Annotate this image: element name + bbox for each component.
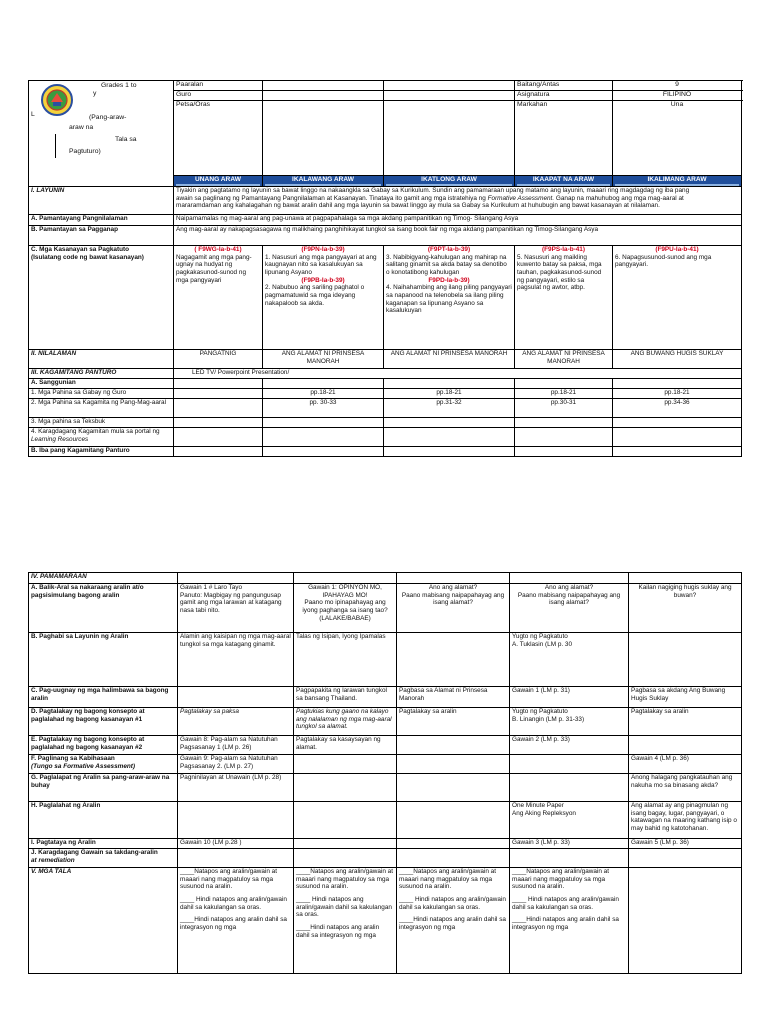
mag-aaral-day-4: pp.30-31 bbox=[515, 398, 613, 417]
pagtalakay-2-day-4: Gawain 2 (LM p. 33) bbox=[510, 736, 629, 755]
petsa-value[interactable] bbox=[263, 101, 384, 176]
pag-uugnay-day-3: Pagbasa sa Alamat ni Prinsesa Manorah bbox=[397, 687, 510, 708]
paglalahat-label: H. Paglalahat ng Aralin bbox=[29, 802, 178, 839]
mag-aaral-day-1 bbox=[174, 398, 263, 417]
layunin-text: Tiyakin ang pagtatamo ng layunin sa bawat linggo na nakaangkla sa Gabay sa Kurikulum. Sundin ang pamamaraan upang matamo ang layunin, maaari ring magdagdag ng iba pang awain sa paglinang ng Pamantayang Pangnilalaman at Kasanayan. Tinataya ito gamit ang mga istratehiya ng Formative Assessment. Ganap na mahuhubog ang mga mag-aaral at mararamdaman ang kahalagahan ng bawat aralin dahil ang mga layunin sa bawat linggo ay mula sa Gabay sa Kurikulum at huhubugin ang bawat kasanayan at nilalaman. bbox=[174, 186, 742, 214]
paghabi-day-4: Yugto ng Pagkatuto A. Tuklasin (LM p. 30 bbox=[510, 633, 629, 687]
pagtalakay-2-day-1: Gawain 8: Pag-alam sa Natutuhan Pagsasanay 1 (LM p. 26) bbox=[178, 736, 294, 755]
pagtataya-label: I. Pagtataya ng Aralin bbox=[29, 839, 178, 849]
pamamaraan-label: IV. PAMAMARAAN bbox=[29, 573, 178, 584]
nilalaman-day-3: ANG ALAMAT NI PRINSESA MANORAH bbox=[384, 349, 515, 368]
pag-uugnay-day-2: Pagpapakita ng larawan tungkol sa bansang Thailand. bbox=[294, 687, 397, 708]
guro-value[interactable] bbox=[263, 91, 384, 101]
balik-aral-day-2: Gawain 1: OPINYON MO, IPAHAYAG MO! Paano mo ipinapahayag ang iyong paghanga sa isang tao? (LALAKE/BABAE) bbox=[294, 584, 397, 633]
asignatura-value: FILIPINO bbox=[613, 91, 742, 101]
day-5-header: IKALIMANG ARAW bbox=[613, 176, 742, 187]
pagtalakay-1-day-4: Yugto ng Pagkatuto B. Linangin (LM p. 31-33) bbox=[510, 708, 629, 736]
kasanayan-day-3: (F9PT-Ia-b-39) 3. Nabibigyang-kahulugan ang mahirap na salitang ginamit sa akda batay sa denotibo o konotatibong kahulugan F9PD-Ia-b-39) 4. Naihahambing ang ilang piling pangyayari sa napanood na telenobela sa ilang piling kaganapan sa lipunang Asyano sa kasalukuyan bbox=[384, 245, 515, 349]
gabay-guro-day-3: pp.18-21 bbox=[384, 388, 515, 398]
kasanayan-day-1: ( F9WG-Ia-b-41) Nagagamit ang mga pang-ugnay na hudyat ng pagkakasunod-sunod ng mga pangyayari bbox=[174, 245, 263, 349]
grades-label: Grades 1 to bbox=[101, 82, 137, 89]
pagtataya-day-4: Gawain 3 (LM p. 33) bbox=[510, 839, 629, 849]
paghabi-label: B. Paghabi sa Layunin ng Aralin bbox=[29, 633, 178, 687]
guro-value-2[interactable] bbox=[384, 91, 515, 101]
school-logo-cell bbox=[29, 81, 174, 176]
mga-tala-day-1: ____Natapos ang aralin/gawain at maaari nang magpatuloy sa mga susunod na aralin. ____ Hindi natapos ang aralin/gawain dahil sa kakulangan sa oras. ____Hindi natapos ang aralin dahil sa integrasyon ng mga bbox=[178, 868, 294, 974]
day-1-header: UNANG ARAW bbox=[174, 176, 263, 187]
kasanayan-day-5: (F9PU-Ia-b-41) 6. Napagsusunod-sunod ang mga pangyayari. bbox=[613, 245, 742, 349]
iba-pang-kagamitan-label: B. Iba pang Kagamitang Panturo bbox=[29, 446, 174, 456]
nilalaman-day-4: ANG ALAMAT NI PRINSESA MANORAH bbox=[515, 349, 613, 368]
pagtalakay-1-day-1: Pagtalakay sa paksa bbox=[178, 708, 294, 736]
gabay-guro-label: 1. Mga Pahina sa Gabay ng Guro bbox=[29, 388, 174, 398]
school-seal-icon bbox=[37, 83, 81, 119]
mga-tala-day-2: ____Natapos ang aralin/gawain at maaari nang magpatuloy sa mga susunod na aralin. ____ Hindi natapos ang aralin/gawain dahil sa kakulangan sa oras. ____Hindi natapos ang aralin dahil sa integrasyon ng mga bbox=[294, 868, 397, 974]
pamantayan-b-label: B. Pamantayan sa Pagganap bbox=[29, 225, 174, 245]
kagamitan-mag-aaral-label: 2. Mga Pahina sa Kagamita ng Pang-Mag-aaral bbox=[29, 398, 174, 417]
kagamitan-label: III. KAGAMITANG PANTURO bbox=[29, 368, 174, 378]
kagamitan-value: LED TV/ Powerpoint Presentation/ bbox=[174, 368, 742, 378]
petsa-label: Petsa/Oras bbox=[174, 101, 263, 176]
tala-sa-label: Tala sa bbox=[115, 136, 137, 143]
karagdagang-gawain-label: J. Karagdagang Gawain sa takdang-aralin at remediation bbox=[29, 849, 178, 868]
kasanayan-day-2: (F9PN-Ia-b-39) 1. Nasusuri ang mga pangyayari at ang kaugnayan nito sa kasalukuyan sa lipunang Asyano (F9PB-Ia-b-39) 2. Nabubuo ang sariling paghatol o pagmamatuwid sa mga ideyang nakapaloob sa akda. bbox=[263, 245, 384, 349]
grades-y: y bbox=[93, 90, 97, 97]
nilalaman-day-2: ANG ALAMAT NI PRINSESA MANORAH bbox=[263, 349, 384, 368]
mga-tala-label: V. MGA TALA bbox=[29, 868, 178, 974]
dll-header-table bbox=[28, 80, 742, 457]
paglinang-day-1: Gawain 9: Pag-alam sa Natutuhan Pagsasanay 2. (LM p. 27) bbox=[178, 755, 294, 774]
day-2-header: IKALAWANG ARAW bbox=[263, 176, 384, 187]
nilalaman-day-5: ANG BUWANG HUGIS SUKLAY bbox=[613, 349, 742, 368]
mga-tala-day-3: ____Natapos ang aralin/gawain at maaari nang magpatuloy sa mga susunod na aralin. ____ Hindi natapos ang aralin/gawain dahil sa kakulangan sa oras. ____Hindi natapos ang aralin dahil sa integrasyon ng mga bbox=[397, 868, 510, 974]
pag-uugnay-label: C. Pag-uugnay ng mga halimbawa sa bagong aralin bbox=[29, 687, 178, 708]
gabay-guro-day-1 bbox=[174, 388, 263, 398]
pagtalakay-1-day-3: Pagtalakay sa aralin bbox=[397, 708, 510, 736]
markahan-value: Una bbox=[613, 101, 742, 176]
balik-aral-day-1: Gawain 1 # Laro Tayo Panuto: Magbigay ng pangungusap gamit ang mga larawan at katagang nasa tabi nito. bbox=[178, 584, 294, 633]
paghabi-day-1: Alamin ang kaisipan ng mga mag-aaral tungkol sa mga katagang ginamit. bbox=[178, 633, 294, 687]
pag-uugnay-day-4: Gawain 1 (LM p. 31) bbox=[510, 687, 629, 708]
pag-uugnay-day-5: Pagbasa sa akdang Ang Buwang Hugis Suklay bbox=[629, 687, 742, 708]
pagtalakay-2-day-2: Pagtalakay sa kasaysayan ng alamat. bbox=[294, 736, 397, 755]
paglalapat-label: G. Paglalapat ng Aralin sa pang-araw-araw na buhay bbox=[29, 774, 178, 802]
day-4-header: IKAAPAT NA ARAW bbox=[515, 176, 613, 187]
l-mark: L bbox=[31, 111, 35, 118]
araw-na-label: araw na bbox=[69, 124, 94, 131]
mag-aaral-day-3: pp.31-32 bbox=[384, 398, 515, 417]
baitang-label: Baitang/Antas bbox=[515, 81, 613, 91]
pamantayan-b-text: Ang mag-aaral ay nakapagsasagawa ng malikhaing panghihikayat tungkol sa isang book fair ng mga akdang pampanitikan ng Timog-Silangang Asya bbox=[174, 225, 742, 245]
mag-aaral-day-5: pp.34-36 bbox=[613, 398, 742, 417]
teksbuk-label: 3. Mga pahina sa Teksbuk bbox=[29, 417, 174, 427]
kasanayan-day-4: (F9PS-Ia-b-41) 5. Nasusuri ang maikling kuwento batay sa paksa, mga tauhan, pagkakasunod-sunod ng pangyayari, estilo sa pagsulat ng awtor, atbp. bbox=[515, 245, 613, 349]
paglalapat-day-5: Anong halagang pangkatauhan ang nakuha mo sa binasang akda? bbox=[629, 774, 742, 802]
paglinang-day-5: Gawain 4 (LM p. 36) bbox=[629, 755, 742, 774]
guro-label: Guro bbox=[174, 91, 263, 101]
gabay-guro-day-2: pp.18-21 bbox=[263, 388, 384, 398]
kasanayan-label: C. Mga Kasanayan sa Pagkatuto (Isulatang code ng bawat kasanayan) bbox=[29, 245, 174, 349]
layunin-label: I. LAYUNIN bbox=[29, 186, 174, 214]
paglinang-label: F. Paglinang sa Kabihasaan (Tungo sa Formative Assessment) bbox=[29, 755, 178, 774]
pagtataya-day-5: Gawain 5 (LM p. 36) bbox=[629, 839, 742, 849]
gabay-guro-day-5: pp.18-21 bbox=[613, 388, 742, 398]
gabay-guro-day-4: pp.18-21 bbox=[515, 388, 613, 398]
pang-araw-label: (Pang-araw- bbox=[89, 114, 127, 121]
nilalaman-day-1: PANGATNIG bbox=[174, 349, 263, 368]
balik-aral-day-4: Ano ang alamat? Paano mabisang naipapahayag ang isang alamat? bbox=[510, 584, 629, 633]
balik-aral-label: A. Balik-Aral sa nakaraang aralin at/o pagsisimulang bagong aralin bbox=[29, 584, 178, 633]
pagtuturo-label: Pagtuturo) bbox=[69, 148, 101, 155]
vertical-rule bbox=[55, 134, 56, 158]
pamantayan-a-label: A. Pamantayang Pangnilalaman bbox=[29, 214, 174, 225]
days-blank bbox=[29, 176, 174, 187]
nilalaman-label: II. NILALAMAN bbox=[29, 349, 174, 368]
balik-aral-day-3: Ano ang alamat? Paano mabisang naipapahayag ang isang alamat? bbox=[397, 584, 510, 633]
pagtataya-day-1: Gawain 10 (LM p.28 ) bbox=[178, 839, 294, 849]
sanggunian-label: A. Sanggunian bbox=[29, 378, 174, 388]
baitang-value: 9 bbox=[613, 81, 742, 91]
pagtalakay-2-label: E. Pagtalakay ng bagong konsepto at paglalahad ng bagong kasanayan #2 bbox=[29, 736, 178, 755]
pagtalakay-1-day-2: Pagtukias kung gaano na kalayo ang nalalaman ng mga mag-aaral tungkol sa alamat. bbox=[294, 708, 397, 736]
mga-tala-day-4: ____Natapos ang aralin/gawain at maaari nang magpatuloy sa mga susunod na aralin. ____ Hindi natapos ang aralin/gawain dahil sa kakulangan sa oras. ____Hindi natapos ang aralin dahil sa integrasyon ng mga bbox=[510, 868, 629, 974]
paglalahat-day-4: One Minute Paper Ang Aking Repleksyon bbox=[510, 802, 629, 839]
pagtalakay-1-label: D. Pagtalakay ng bagong konsepto at paglalahad ng bagong kasanayan #1 bbox=[29, 708, 178, 736]
paaralan-value-2[interactable] bbox=[384, 81, 515, 91]
dll-procedure-table bbox=[28, 572, 742, 974]
markahan-label: Markahan bbox=[515, 101, 613, 176]
paglalapat-day-1: Pagninilayan at Unawain (LM p. 28) bbox=[178, 774, 294, 802]
paaralan-label: Paaralan bbox=[174, 81, 263, 91]
karagdagang-kagamitan-label: 4. Karagdagang Kagamitan mula sa portal ng Learning Resources bbox=[29, 427, 174, 446]
paaralan-value[interactable] bbox=[263, 81, 384, 91]
paglalahat-day-5: Ang alamat ay ang pinagmulan ng isang bagay, lugar, pangyayari, o katawagan na maaring kathang isip o may bahid ng katotohanan. bbox=[629, 802, 742, 839]
asignatura-label: Asignatura bbox=[515, 91, 613, 101]
pagtalakay-1-day-5: Pagtalakay sa aralin bbox=[629, 708, 742, 736]
paghabi-day-2: Talas ng Isipan, Iyong Ipamalas bbox=[294, 633, 397, 687]
day-3-header: IKATLONG ARAW bbox=[384, 176, 515, 187]
petsa-value-2[interactable] bbox=[384, 101, 515, 176]
balik-aral-day-5: Kailan nagiging hugis suklay ang buwan? bbox=[629, 584, 742, 633]
mag-aaral-day-2: pp. 30-33 bbox=[263, 398, 384, 417]
pamantayan-a-text: Naipamamalas ng mag-aaral ang pag-unawa at pagpapahalaga sa mga akdang pampanitikan ng Timog- Silangang Asya bbox=[174, 214, 742, 225]
